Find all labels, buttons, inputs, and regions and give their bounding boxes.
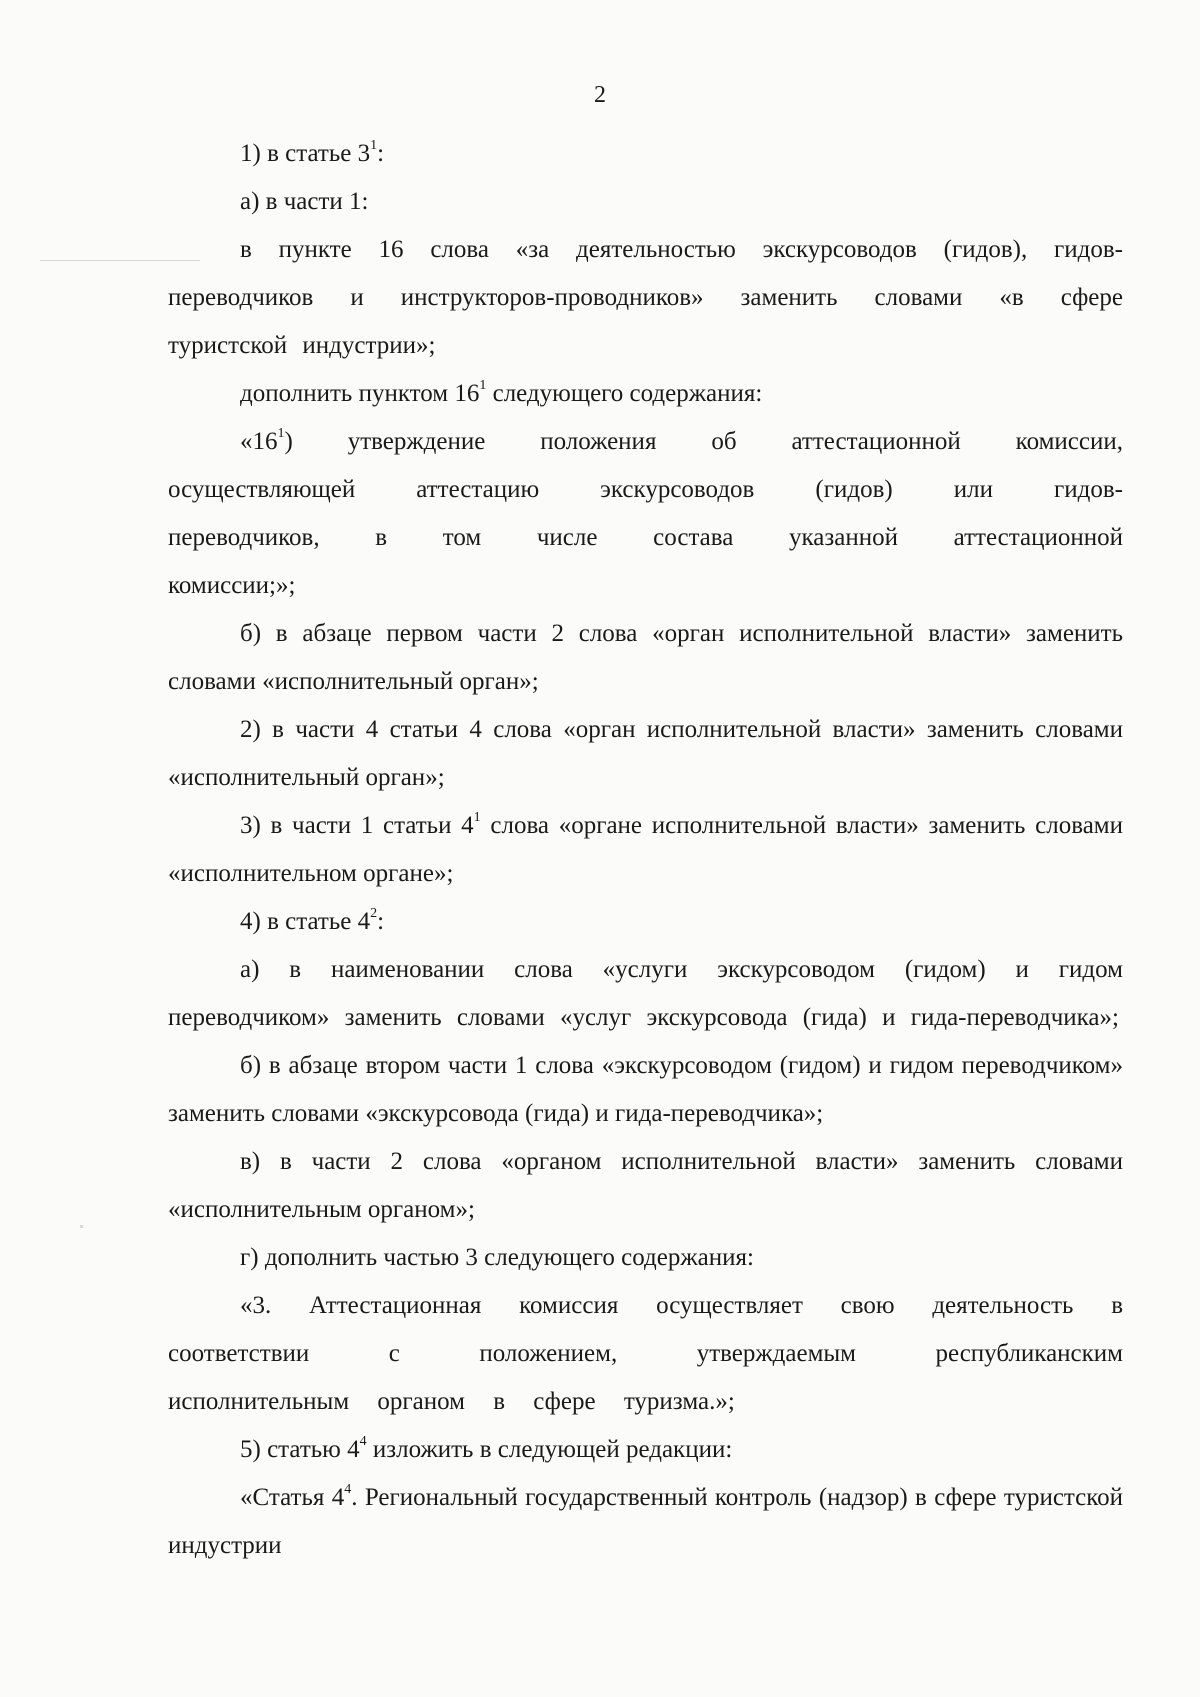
- item-4: 4) в статье $4^2$:: [240, 905, 385, 935]
- item-1b: б) в абзаце первом части 2 слова «орган исполнительной власти» заменить словами «исполнительный орган»;: [168, 620, 1123, 695]
- page-number: 2: [594, 82, 606, 108]
- item-5: 5) статью $4^4$ изложить в следующей редакции:: [240, 1433, 733, 1463]
- item-1a-add-point: дополнить пунктом $16^1$ следующего содержания:: [240, 377, 763, 407]
- item-1a-quote: «$16^1$) утверждение положения об аттестационной комиссии, осуществляющей аттестацию экскурсоводов (гидов) или гидов-переводчиков, в том числе состава указанной аттестационной комиссии;»;: [168, 425, 1123, 599]
- item-1a-point-16: в пункте 16 слова «за деятельностью экскурсоводов (гидов), гидов-переводчиков и инструкторов-проводников» заменить словами «в сфере туристской индустрии»;: [168, 236, 1123, 359]
- item-3: 3) в части 1 статьи $4^1$ слова «органе исполнительной власти» заменить словами «исполнительном органе»;: [168, 809, 1123, 887]
- item-1: 1) в статье $3^1$:: [240, 137, 385, 167]
- scan-artifact-dot: [80, 1225, 83, 1228]
- item-4a: а) в наименовании слова «услуги экскурсоводом (гидом) и гидом переводчиком» заменить словами «услуг экскурсовода (гида) и гида-переводчика»;: [168, 956, 1123, 1031]
- item-1a: а) в части 1:: [240, 188, 369, 215]
- item-4b: б) в абзаце втором части 1 слова «экскурсоводом (гидом) и гидом переводчиком» заменить словами «экскурсовода (гида) и гида-переводчика»;: [168, 1052, 1123, 1127]
- item-4g-quote: «3. Аттестационная комиссия осуществляет свою деятельность в соответствии с положением, утверждаемым республиканским исполнительным органом в сфере туризма.»;: [168, 1292, 1123, 1415]
- document-body: [168, 130, 1123, 1570]
- item-2: 2) в части 4 статьи 4 слова «орган исполнительной власти» заменить словами «исполнительный орган»;: [168, 716, 1123, 791]
- item-4v: в) в части 2 слова «органом исполнительной власти» заменить словами «исполнительным органом»;: [168, 1148, 1123, 1223]
- item-4g: г) дополнить частью 3 следующего содержания:: [240, 1244, 754, 1271]
- item-5-article-title: «Статья $4^4$. Региональный государственный контроль (надзор) в сфере туристской индустрии: [168, 1481, 1124, 1559]
